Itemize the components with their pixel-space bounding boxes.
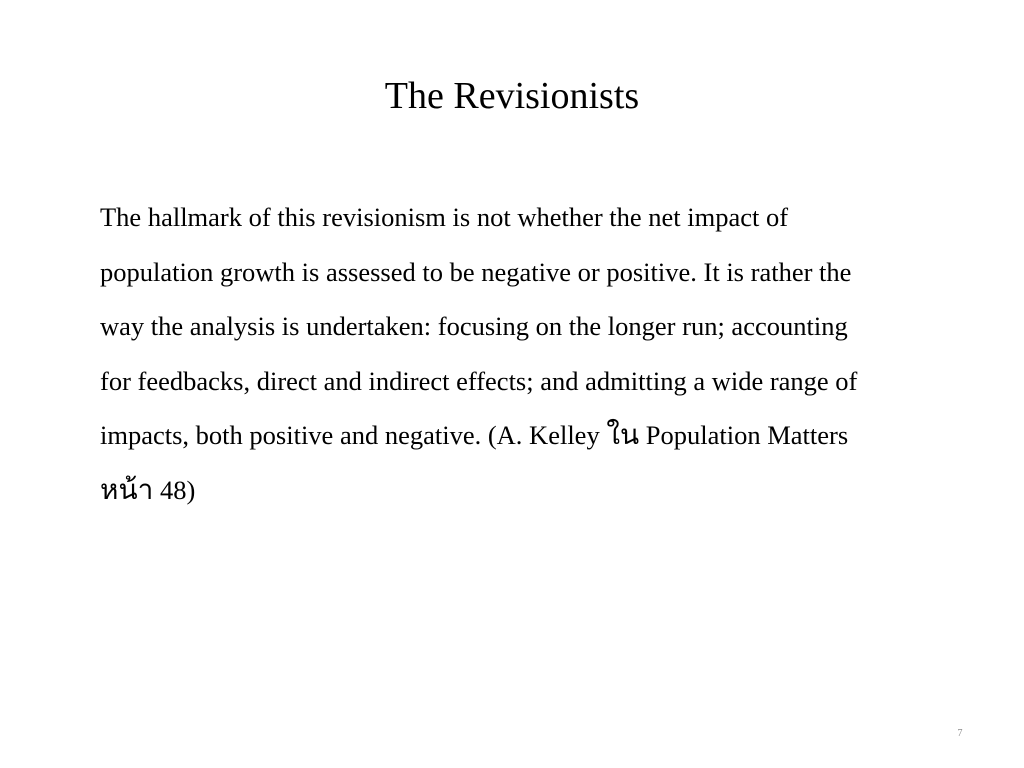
page-ref-number: 48) bbox=[153, 474, 196, 505]
body-line-citation bbox=[100, 408, 970, 463]
page-ref-thai-word: หน้า bbox=[100, 472, 154, 506]
body-line: for feedbacks, direct and indirect effects; and admitting a wide range of bbox=[100, 365, 858, 396]
body-line-page-ref bbox=[100, 463, 970, 518]
body-line: The hallmark of this revisionism is not whether the net impact of bbox=[100, 202, 789, 232]
slide-title: The Revisionists bbox=[384, 75, 640, 117]
page-number: 7 bbox=[957, 728, 963, 739]
citation-thai-word: ใน bbox=[606, 418, 640, 451]
body-line: way the analysis is undertaken: focusing on the longer run; accounting bbox=[100, 311, 848, 341]
citation-source: Population Matters bbox=[639, 420, 849, 450]
citation-text: impacts, both positive and negative. (A. Kelley bbox=[100, 420, 607, 450]
body-text bbox=[100, 190, 970, 517]
body-line: population growth is assessed to be negative or positive. It is rather the bbox=[100, 256, 852, 287]
